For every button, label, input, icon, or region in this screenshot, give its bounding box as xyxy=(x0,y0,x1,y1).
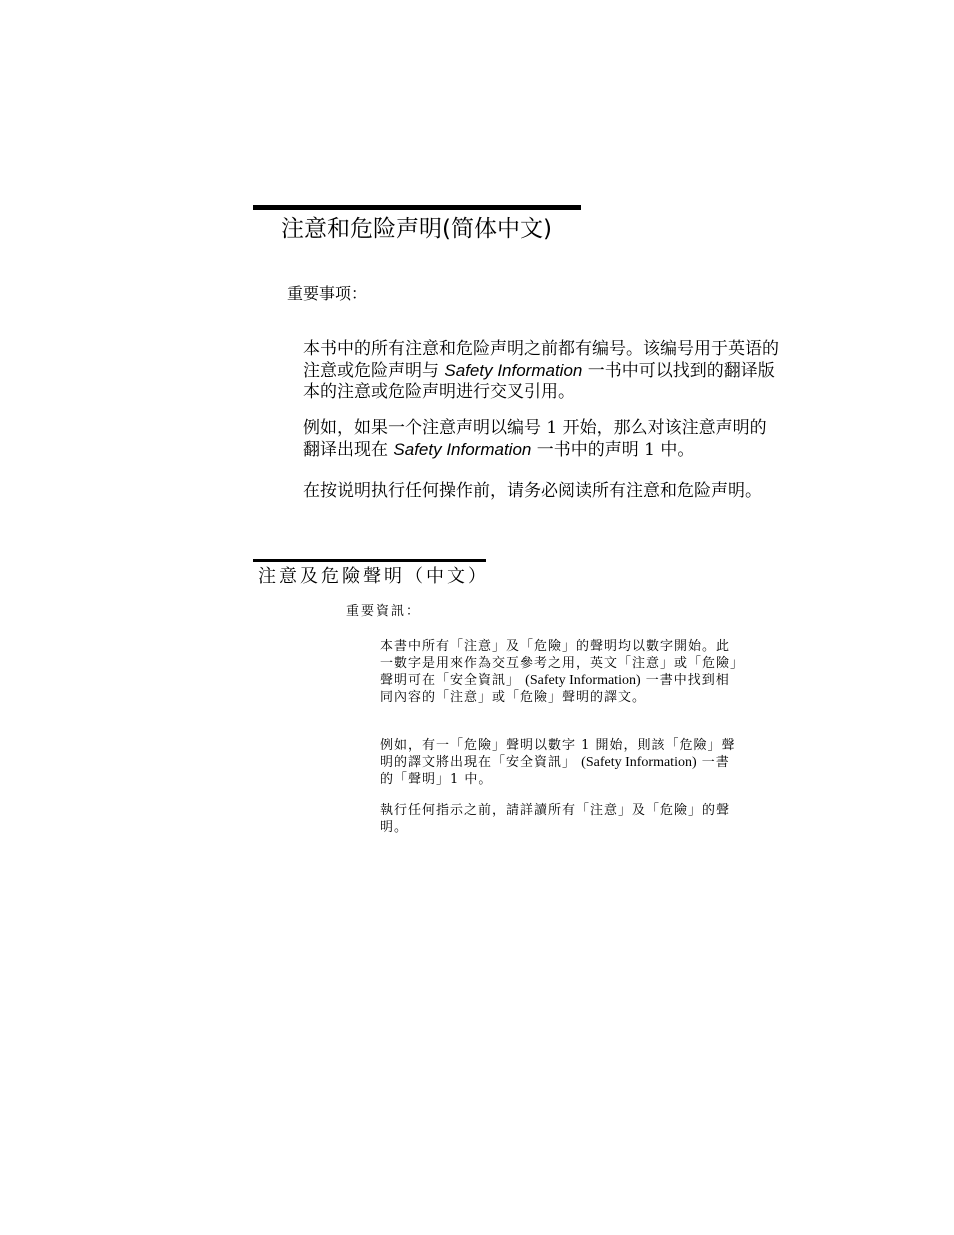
read-before-paragraph-simplified: 在按说明执行任何操作前，请务必阅读所有注意和危险声明。 xyxy=(303,481,762,501)
read-before-paragraph-traditional: 執行任何指示之前，請詳讀所有「注意」及「危險」的聲明。 xyxy=(380,803,731,835)
book-title-simplified: Safety Information xyxy=(393,440,532,459)
section-title-traditional: 注意及危險聲明（中文） xyxy=(258,566,489,587)
example-paragraph-simplified: 例如，如果一个注意声明以编号 1 开始，那么对该注意声明的翻译出现在 Safety Information 一书中的声明 1 中。 xyxy=(303,418,767,460)
book-title-simplified: Safety Information xyxy=(444,361,583,380)
section-title-simplified: 注意和危险声明(简体中文) xyxy=(281,216,552,242)
book-title-traditional: (Safety Information) xyxy=(581,755,697,770)
section-rule-traditional xyxy=(253,559,486,562)
important-label-traditional: 重要資訊： xyxy=(346,604,422,619)
important-label-simplified: 重要事项： xyxy=(287,284,368,303)
example-paragraph-traditional: 例如，有一「危險」聲明以數字 1 開始，則該「危險」聲明的譯文將出現在「安全資訊」 (Safety Information) 一書的「聲明」1 中。 xyxy=(380,738,736,787)
numbering-paragraph-traditional: 本書中所有「注意」及「危險」的聲明均以數字開始。此一數字是用來作為交互參考之用，英文「注意」或「危險」聲明可在「安全資訊」 (Safety Information) 一書中找到相同內容的「注意」或「危險」聲明的譯文。 xyxy=(380,639,738,705)
numbering-paragraph-simplified: 本书中的所有注意和危险声明之前都有编号。该编号用于英语的注意或危险声明与 Safety Information 一书中可以找到的翻译版本的注意或危险声明进行交叉引用。 xyxy=(303,339,779,402)
section-rule-simplified xyxy=(253,205,581,210)
book-title-traditional: (Safety Information) xyxy=(525,673,641,688)
